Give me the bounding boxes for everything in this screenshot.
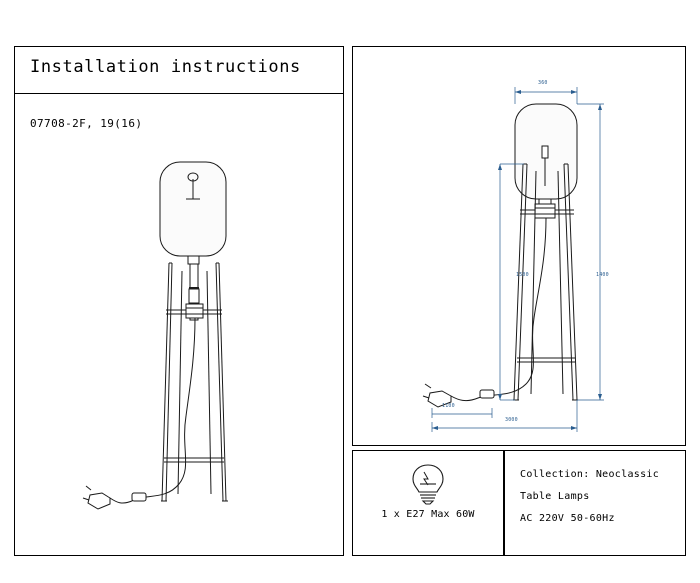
model-code: 07708-2F, 19(16) [30,117,143,130]
dimension-height-left: 1500 [516,272,529,278]
lamp-assembly-drawing [14,96,344,556]
collection-info-panel [504,450,686,556]
lamp-dimensioned-drawing [352,46,686,446]
title-divider [14,93,344,94]
bulb-spec-caption: 1 x E27 Max 60W [381,509,475,520]
voltage-line: AC 220V 50-60Hz [520,513,615,524]
dimension-base-small: 1100 [442,403,455,409]
page-title: Installation instructions [30,57,301,77]
dimension-top-width: 360 [538,80,548,86]
category-line: Table Lamps [520,491,590,502]
dimension-height-right: 1400 [596,272,609,278]
dimension-base-width: 3000 [505,417,518,423]
collection-line: Collection: Neoclassic [520,469,660,480]
light-bulb-icon [405,459,451,505]
